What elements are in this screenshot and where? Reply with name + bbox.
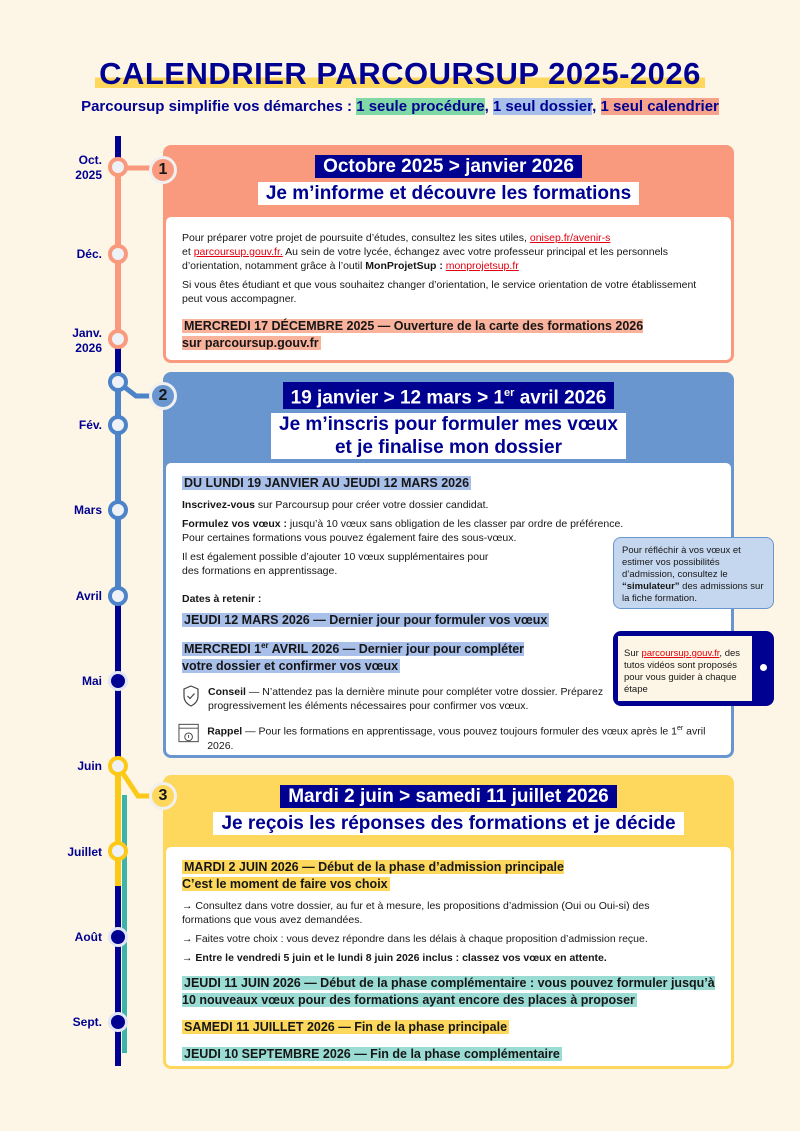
timeline-dot — [108, 372, 128, 392]
bullet: → Faites votre choix : vous devez répondre dans les délais à chaque proposition d’admission reçue. — [182, 933, 648, 945]
month-label: Oct. 2025 — [75, 153, 102, 182]
calendar-alert-icon — [178, 722, 199, 744]
key-date: JEUDI 10 SEPTEMBRE 2026 — Fin de la phase complémentaire — [184, 1047, 560, 1061]
month-label: Avril — [75, 589, 102, 603]
page-title: CALENDRIER PARCOURSUP 2025-2026 — [0, 56, 800, 92]
step-period: Octobre 2025 > janvier 2026 — [315, 155, 582, 178]
monprojetsup-link[interactable]: monprojetsup.fr — [445, 260, 519, 272]
step-period: Mardi 2 juin > samedi 11 juillet 2026 — [280, 785, 617, 808]
month-label: Juillet — [67, 845, 102, 859]
timeline-segment — [115, 886, 121, 1066]
bullet: → Consultez dans votre dossier, au fur et à mesure, les propositions d’admission (Oui ou Oui-si) des formations que vous avez demandées. — [182, 900, 650, 926]
timeline-dot — [108, 586, 128, 606]
timeline-dot — [108, 927, 128, 947]
timeline-dot — [108, 244, 128, 264]
highlight-calendrier: 1 seul calendrier — [600, 98, 719, 115]
parcoursup-link[interactable]: parcoursup.gouv.fr — [641, 648, 720, 659]
timeline-dot — [108, 1012, 128, 1032]
key-date: MERCREDI 1er AVRIL 2026 — Dernier jour pour compléter votre dossier et confirmer vos vœux — [182, 641, 525, 674]
step-1-section: Octobre 2025 > janvier 2026 Je m’informe et découvre les formations Pour préparer votre projet de poursuite d’études, consultez les sites utiles, onisep.fr/avenir-s et parcoursup.gouv.fr. Au sein de votre lycée, échangez avec votre professeur principal et les personnels d’orientation, notamment grâce à l’outil MonProjetSup : monprojetsup.fr Si vous êtes étudiant et que vous souhaitez changer d’orientation, le service orientation de votre établissement peut vous accompagner. MERCREDI 17 DÉCEMBRE 2025 — Ouverture de la carte des formations 2026 sur parcoursup.gouv.fr — [163, 145, 734, 363]
timeline-dot — [108, 671, 128, 691]
key-date: MERCREDI 17 DÉCEMBRE 2025 — Ouverture de la carte des formations 2026 sur parcoursup.gouv.fr — [182, 319, 644, 350]
month-label: Janv. 2026 — [72, 326, 102, 355]
step-period: 19 janvier > 12 mars > 1er avril 2026 — [283, 382, 615, 409]
month-label: Mars — [73, 503, 102, 517]
month-label: Mai — [81, 674, 102, 688]
month-label: Août — [74, 930, 102, 944]
timeline-dot — [108, 157, 128, 177]
onisep-link[interactable]: onisep.fr/avenir-s — [529, 232, 611, 244]
tutorials-phone: Sur parcoursup.gouv.fr, des tutos vidéos sont proposés pour vous guider à chaque étape — [613, 631, 774, 706]
shield-check-icon — [182, 685, 200, 707]
date-range: DU LUNDI 19 JANVIER AU JEUDI 12 MARS 2026 — [184, 476, 470, 490]
phone-button-icon — [760, 664, 767, 671]
bullet: → Entre le vendredi 5 juin et le lundi 8 juin 2026 inclus : classez vos vœux en attente. — [182, 952, 607, 964]
highlight-dossier: 1 seul dossier — [492, 98, 593, 115]
step-badge: 2 — [149, 382, 177, 410]
month-label: Juin — [77, 759, 102, 773]
key-date: JEUDI 12 MARS 2026 — Dernier jour pour formuler vos vœux — [184, 613, 548, 627]
key-date: SAMEDI 11 JUILLET 2026 — Fin de la phase principale — [184, 1020, 508, 1034]
month-label: Fév. — [78, 418, 102, 432]
step-heading: Je reçois les réponses des formations et je décide — [213, 812, 683, 835]
key-date: MARDI 2 JUIN 2026 — Début de la phase d’admission principale C’est le moment de faire vos choix — [182, 860, 564, 891]
timeline-dot — [108, 329, 128, 349]
step-heading: Je m’inscris pour formuler mes vœux et je finalise mon dossier — [271, 413, 626, 459]
month-label: Sept. — [72, 1015, 102, 1029]
timeline-dot — [108, 841, 128, 861]
step-2-section: 19 janvier > 12 mars > 1er avril 2026 Je m’inscris pour formuler mes vœux et je finalise mon dossier DU LUNDI 19 JANVIER AU JEUDI 12 MARS 2026 Inscrivez-vous sur Parcoursup pour créer votre dossier candidat. Formulez vos vœux : jusqu’à 10 vœux sans obligation de les classer par ordre de préférence. Pour certaines formations vous pouvez également faire des sous-vœux. Il est également possible d’ajouter 10 vœux supplémentaires pour des formations en apprentissage. Dates à retenir : JEUDI 12 MARS 2026 — Dernier jour pour formuler vos vœux MERCREDI 1er AVRIL 2026 — Dernier jour pour compléter votre dossier et confirmer vos vœux Conseil — N’attendez pas la dernière minute pour compléter votre dossier. Préparez progressivement les éléments nécessaires pour confirmer vos vœux. Rappel — Pour les formations en apprentissage, vous pouvez toujours formuler des vœux après le 1er avril 2026. — [163, 372, 734, 758]
parcoursup-link[interactable]: parcoursup.gouv.fr. — [193, 246, 283, 258]
month-label: Déc. — [76, 247, 102, 261]
subtitle: Parcoursup simplifie vos démarches : 1 seule procédure, 1 seul dossier, 1 seul calendrier — [81, 98, 719, 115]
highlight-procedure: 1 seule procédure — [356, 98, 485, 115]
timeline-dot — [108, 756, 128, 776]
step-badge: 3 — [149, 782, 177, 810]
step-heading: Je m’informe et découvre les formations — [258, 182, 639, 205]
key-date: JEUDI 11 JUIN 2026 — Début de la phase complémentaire : vous pouvez formuler jusqu’à 10 nouveaux vœux pour des formations ayant encore des places à proposer — [182, 976, 715, 1007]
step-badge: 1 — [149, 156, 177, 184]
timeline-dot — [108, 415, 128, 435]
timeline-dot — [108, 500, 128, 520]
simulator-tip: Pour réfléchir à vos vœux et estimer vos possibilités d’admission, consultez le “simulateur” des admissions sur la fiche formation. — [613, 537, 774, 609]
step-3-section — [163, 775, 734, 1069]
